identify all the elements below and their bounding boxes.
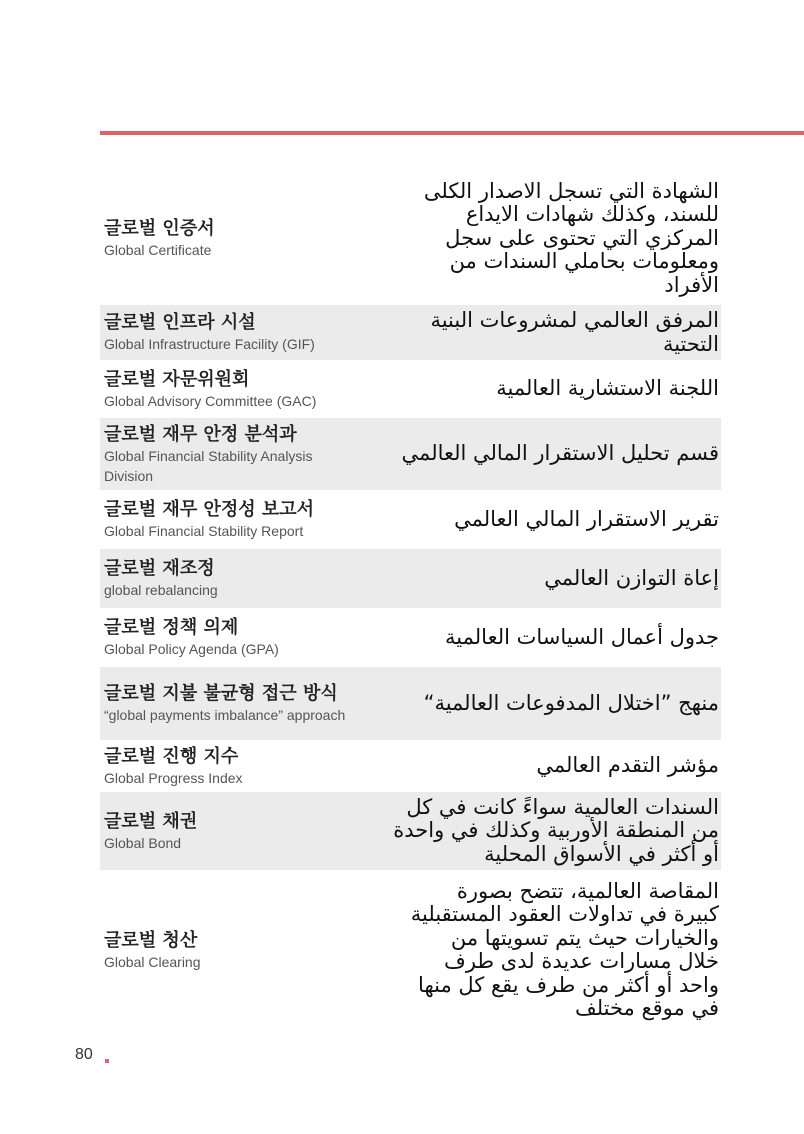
- korean-term: 글로벌 정책 의제: [104, 617, 239, 638]
- arabic-line: اللجنة الاستشارية العالمية: [496, 376, 719, 401]
- term-cell: [104, 616, 354, 659]
- english-term: Global Financial Stability Report: [104, 523, 304, 539]
- term-cell: [104, 498, 354, 541]
- english-term: Global Policy Agenda (GPA): [104, 641, 279, 657]
- english-term: Global Financial Stability Analysis Division: [104, 447, 313, 484]
- korean-term: 글로벌 진행 지수: [104, 745, 239, 767]
- arabic-line: خلال مسارات عديدة لدى طرف: [444, 949, 719, 973]
- english-term: Global Bond: [104, 834, 182, 851]
- arabic-line: الأفراد: [664, 272, 719, 297]
- page-number: 80: [75, 1046, 93, 1063]
- term-cell: [104, 311, 354, 354]
- term-cell: [104, 810, 354, 853]
- arabic-line: التحتية: [662, 331, 719, 356]
- glossary-row: [100, 172, 721, 305]
- arabic-line: من المنطقة الأوربية وكذلك في واحدة: [393, 818, 719, 843]
- term-cell: [104, 217, 354, 260]
- english-term: global rebalancing: [104, 582, 218, 598]
- arabic-line: للسند، وكذلك شهادات الايداع: [465, 202, 719, 227]
- arabic-line: جدول أعمال السياسات العالمية: [445, 624, 719, 649]
- arabic-translation: [536, 754, 721, 778]
- term-cell: [104, 423, 354, 486]
- english-term: Global Certificate: [104, 242, 212, 258]
- glossary-row: [100, 740, 721, 792]
- arabic-line: إعاة التوازن العالمي: [544, 565, 719, 590]
- english-term: Global Clearing: [104, 953, 201, 970]
- english-term: Global Progress Index: [104, 769, 243, 786]
- term-cell: [104, 557, 354, 600]
- glossary-row: [100, 667, 721, 740]
- glossary-row: [100, 549, 721, 608]
- arabic-translation: [424, 180, 721, 298]
- english-term: “global payments imbalance” approach: [104, 707, 346, 723]
- arabic-line: منهج ”اختلال المدفوعات العالمية“: [423, 690, 719, 715]
- term-cell: [104, 682, 354, 725]
- arabic-line: مؤشر التقدم العالمي: [536, 753, 719, 778]
- korean-term: 글로벌 인증서: [104, 218, 215, 239]
- arabic-line: كبيرة في تداولات العقود المستقبلية: [410, 902, 719, 926]
- glossary-row: [100, 360, 721, 418]
- arabic-translation: [445, 626, 721, 650]
- korean-term: 글로벌 재조정: [104, 558, 215, 579]
- arabic-translation: [544, 567, 721, 591]
- arabic-line: واحد أو أكثر من طرف يقع كل منها: [418, 972, 719, 997]
- arabic-translation: [411, 880, 721, 1021]
- english-term: Global Advisory Committee (GAC): [104, 392, 317, 409]
- arabic-line: المركزي التي تحتوى على سجل: [445, 225, 719, 250]
- english-term: Global Infrastructure Facility (GIF): [104, 336, 315, 352]
- korean-term: 글로벌 지불 불균형 접근 방식: [104, 683, 338, 704]
- page-number-dot: [105, 1059, 109, 1063]
- korean-term: 글로벌 자문위원회: [104, 368, 250, 390]
- korean-term: 글로벌 채권: [104, 810, 198, 832]
- arabic-line: السندات العالمية سواءً كانت في كل: [406, 794, 719, 819]
- korean-term: 글로벌 재무 안정 분석과: [104, 423, 297, 445]
- arabic-line: ومعلومات بحاملي السندات من: [449, 249, 719, 274]
- arabic-translation: [424, 692, 721, 716]
- korean-term: 글로벌 재무 안정성 보고서: [104, 499, 315, 520]
- arabic-line: قسم تحليل الاستقرار المالي العالمي: [401, 441, 719, 466]
- korean-term: 글로벌 청산: [104, 929, 198, 951]
- term-cell: [104, 929, 354, 972]
- arabic-translation: [430, 309, 721, 356]
- arabic-line: في موقع مختلف: [574, 996, 719, 1020]
- arabic-line: تقرير الاستقرار المالي العالمي: [454, 506, 719, 531]
- glossary-row: [100, 870, 721, 1030]
- arabic-line: المقاصة العالمية، تتضح بصورة: [456, 878, 719, 903]
- glossary-table: [100, 172, 721, 1030]
- arabic-line: المرفق العالمي لمشروعات البنية: [430, 308, 719, 332]
- arabic-line: أو أكثر في الأسواق المحلية: [484, 841, 719, 866]
- arabic-translation: [393, 796, 721, 867]
- korean-term: 글로벌 인프라 시설: [104, 312, 256, 333]
- arabic-line: والخيارات حيث يتم تسويتها من: [450, 925, 719, 950]
- glossary-row: [100, 305, 721, 360]
- glossary-row: [100, 418, 721, 490]
- glossary-row: [100, 490, 721, 549]
- term-cell: [104, 368, 354, 411]
- term-cell: [104, 745, 354, 788]
- arabic-translation: [402, 442, 721, 466]
- glossary-row: [100, 792, 721, 870]
- header-rule: [100, 131, 804, 135]
- arabic-translation: [496, 377, 721, 401]
- glossary-row: [100, 608, 721, 667]
- arabic-line: الشهادة التي تسجل الاصدار الكلى: [423, 178, 719, 203]
- arabic-translation: [454, 508, 721, 532]
